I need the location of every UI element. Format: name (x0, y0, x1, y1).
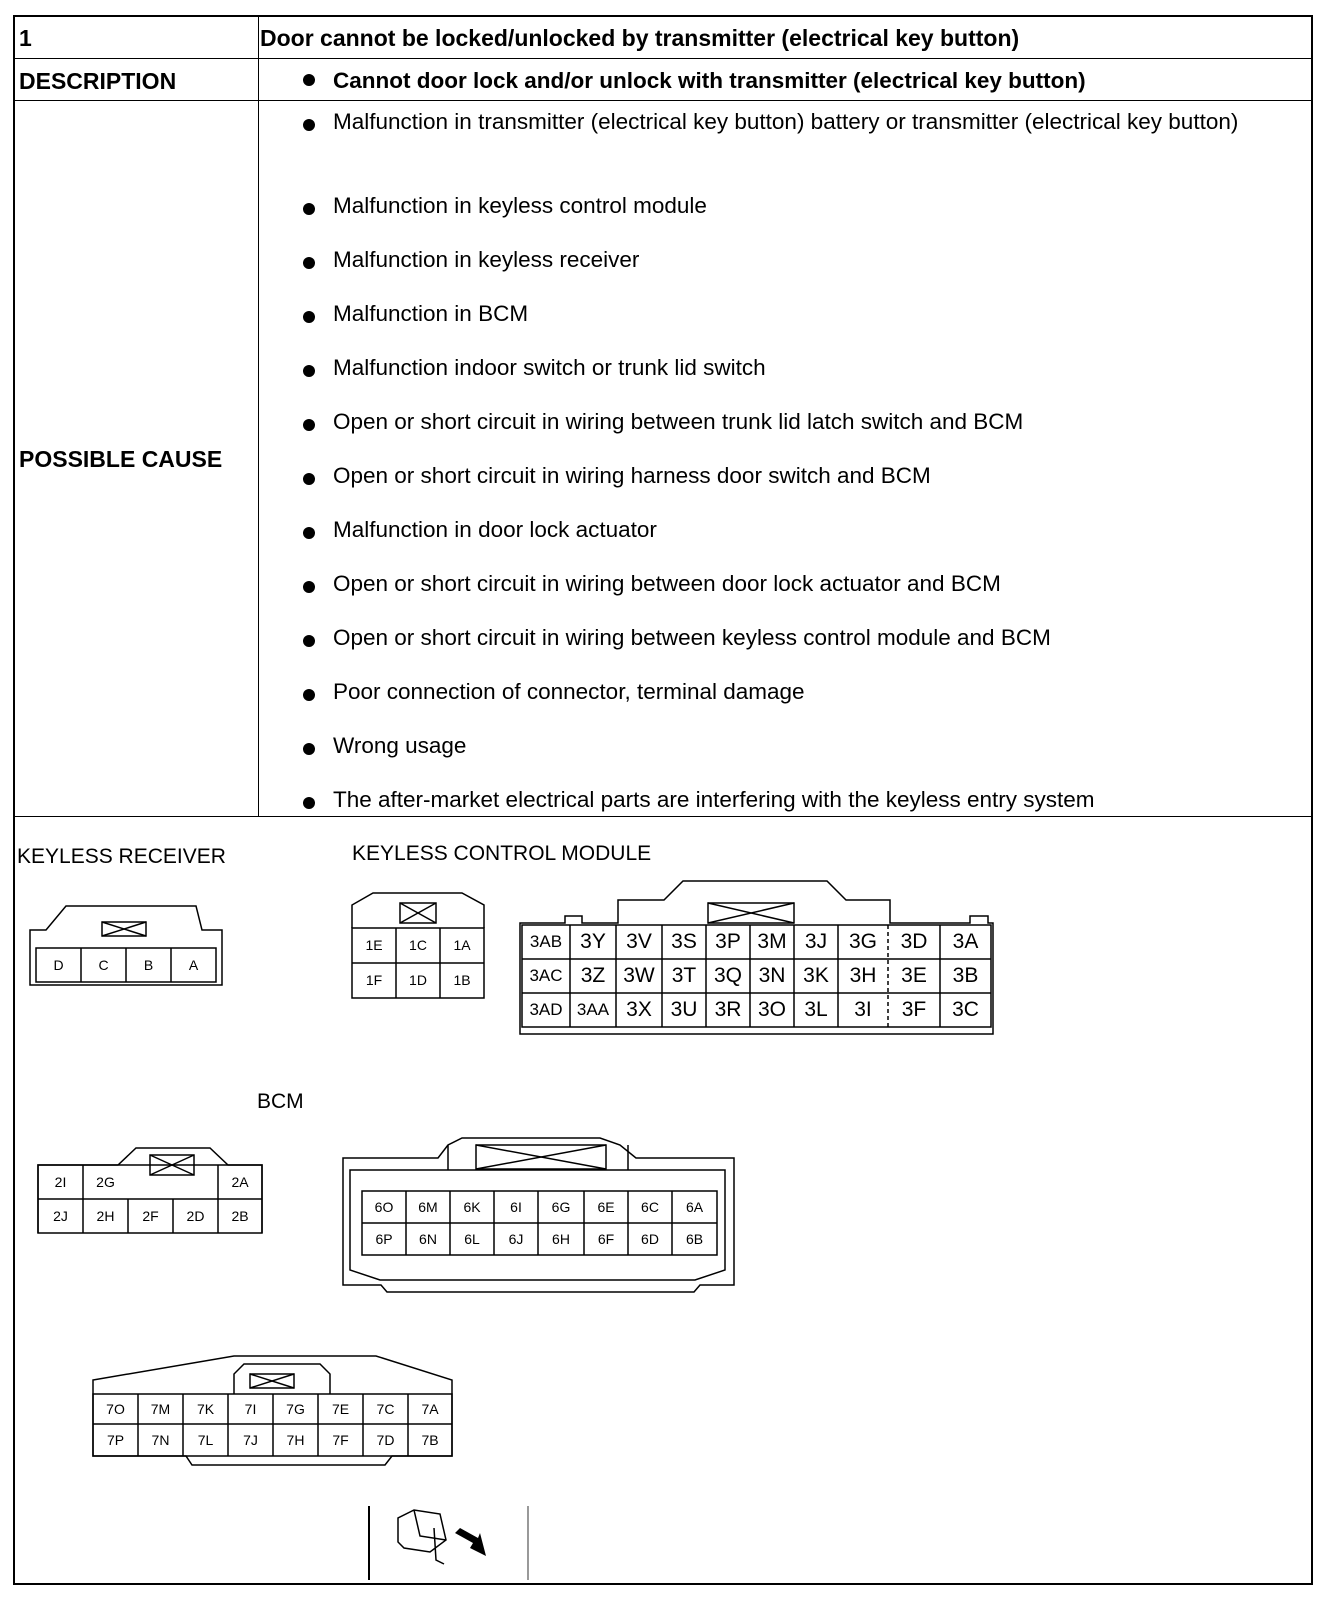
cause-text: Poor connection of connector, terminal damage (333, 679, 805, 704)
pin: 1A (453, 937, 471, 953)
kcm-small-pins (352, 928, 484, 998)
pin: 3T (671, 964, 697, 987)
pin: 3K (803, 964, 829, 987)
pin: 7K (196, 1401, 215, 1417)
pin: 6P (375, 1231, 393, 1247)
pin: 6L (464, 1231, 480, 1247)
pin: 7P (106, 1432, 125, 1448)
pin: 3G (848, 930, 877, 953)
pin: 6B (685, 1231, 704, 1247)
pin: 3B (952, 964, 979, 987)
pin: 6N (419, 1231, 437, 1247)
bullet (303, 743, 315, 755)
pin: 3M (757, 930, 787, 953)
pin: 6I (510, 1199, 522, 1215)
pin: 2F (142, 1208, 159, 1224)
cause-text: The after-market electrical parts are interfering with the keyless entry system (333, 787, 1095, 812)
possible-cause-row (15, 101, 1311, 817)
pin: 7I (244, 1401, 257, 1417)
bullet (303, 797, 315, 809)
cause-text: Wrong usage (333, 733, 467, 758)
pin: 3P (715, 930, 741, 953)
pin: 3AC (529, 966, 563, 985)
pin: 3AA (576, 1000, 610, 1019)
pin: 3I (854, 998, 872, 1021)
bcm-6-pins (362, 1191, 717, 1255)
pin: 7N (151, 1432, 170, 1448)
header-row (15, 17, 1311, 59)
description-row (15, 59, 1311, 101)
pin: 6D (641, 1231, 659, 1247)
pin: 3D (900, 930, 928, 953)
bullet (303, 311, 315, 323)
pin: 3L (804, 998, 828, 1021)
pin: B (143, 957, 154, 973)
pin: 7L (197, 1432, 214, 1448)
pin: 2J (53, 1208, 68, 1224)
pin: 3C (952, 998, 979, 1021)
pin: 3V (626, 930, 652, 953)
pin: 3E (901, 964, 927, 987)
pin: 7J (243, 1432, 258, 1448)
pin: A (188, 957, 199, 973)
pin: 7O (106, 1401, 125, 1417)
cause-text: Open or short circuit in wiring between door lock actuator and BCM (333, 571, 1001, 596)
pin: 3U (670, 998, 698, 1021)
pin: 6J (508, 1231, 524, 1247)
pin: 3Y (580, 930, 606, 953)
pin: 3J (804, 930, 828, 953)
pin: 3A (952, 930, 979, 953)
pin: 3N (758, 964, 786, 987)
bullet (303, 365, 315, 377)
pin: D (53, 957, 64, 973)
pin: 1E (365, 937, 383, 953)
pin: 1C (409, 937, 427, 953)
pin: 3W (623, 964, 655, 987)
pin: 7G (286, 1401, 305, 1417)
cause-text: Malfunction in door lock actuator (333, 517, 657, 542)
pin: 3AB (529, 932, 563, 951)
keyless-receiver-pins (36, 948, 216, 982)
pin: 7E (331, 1401, 350, 1417)
pin: 7H (286, 1432, 305, 1448)
pin: 3R (714, 998, 742, 1021)
bcm-7-pins (93, 1394, 452, 1456)
pin: 6G (551, 1199, 571, 1215)
pin: 2I (54, 1174, 67, 1190)
bcm-2-pins-bottom (38, 1199, 262, 1233)
pin: C (98, 957, 109, 973)
pin: 3H (849, 964, 877, 987)
troubleshooting-table (13, 15, 1313, 1585)
bcm-title: BCM (257, 1090, 304, 1113)
keyless-control-module-title: KEYLESS CONTROL MODULE (352, 842, 652, 865)
cause-text: Malfunction indoor switch or trunk lid switch (333, 355, 766, 380)
pin: 7D (376, 1432, 395, 1448)
pin: 2B (231, 1208, 249, 1224)
pin: 1B (453, 972, 471, 988)
pin: 6K (463, 1199, 481, 1215)
pin: 6O (374, 1199, 394, 1215)
bullet (303, 581, 315, 593)
pin: 3O (757, 998, 786, 1021)
pin: 1D (409, 972, 427, 988)
description-text: Cannot door lock and/or unlock with transmitter (electrical key button) (333, 68, 1086, 93)
cause-text: Malfunction in keyless control module (333, 193, 707, 218)
pin: 2H (96, 1208, 115, 1224)
bcm-2-pins-top (38, 1165, 262, 1199)
pin: 3X (626, 998, 652, 1021)
pin: 1F (365, 972, 383, 988)
pin: 7A (421, 1401, 439, 1417)
pin: 2A (231, 1174, 249, 1190)
column-divider (258, 17, 259, 817)
pin: 3Q (713, 964, 742, 987)
cause-text: Malfunction in BCM (333, 301, 529, 326)
bullet (303, 689, 315, 701)
step-number: 1 (19, 25, 32, 51)
pin: 6E (597, 1199, 615, 1215)
cause-text: Malfunction in keyless receiver (333, 247, 640, 272)
pin: 7B (421, 1432, 439, 1448)
bullet (303, 527, 315, 539)
pin: 7C (376, 1401, 395, 1417)
pin: 6M (418, 1199, 438, 1215)
cause-text: Open or short circuit in wiring between trunk lid latch switch and BCM (333, 409, 1024, 434)
bullet (303, 119, 315, 131)
bullet (303, 203, 315, 215)
possible-cause-label: POSSIBLE CAUSE (19, 446, 223, 472)
pin: 7F (332, 1432, 349, 1448)
cause-text: Open or short circuit in wiring harness door switch and BCM (333, 463, 931, 488)
pin: 6H (552, 1231, 570, 1247)
pin: 7M (150, 1401, 171, 1417)
pin: 2G (96, 1174, 115, 1190)
description-label: DESCRIPTION (19, 68, 177, 94)
description-bullet (303, 74, 315, 86)
pin: 6F (597, 1231, 615, 1247)
bullet (303, 635, 315, 647)
step-title: Door cannot be locked/unlocked by transmitter (electrical key button) (260, 25, 1020, 51)
bullet (303, 473, 315, 485)
pin: 6C (641, 1199, 659, 1215)
pin: 3Z (580, 964, 606, 987)
pin: 2D (186, 1208, 205, 1224)
cause-text: Open or short circuit in wiring between keyless control module and BCM (333, 625, 1051, 650)
bullet (303, 257, 315, 269)
pin: 6A (685, 1199, 704, 1215)
pin: 3AD (529, 1000, 563, 1019)
keyless-receiver-title: KEYLESS RECEIVER (17, 845, 226, 868)
pin: 3S (671, 930, 697, 953)
kcm-large-pins (522, 925, 991, 1027)
bullet (303, 419, 315, 431)
cause-text: Malfunction in transmitter (electrical key button) battery or transmitter (electrical key button) (333, 109, 1239, 134)
cause-list (15, 101, 1311, 817)
pin: 3F (901, 998, 927, 1021)
